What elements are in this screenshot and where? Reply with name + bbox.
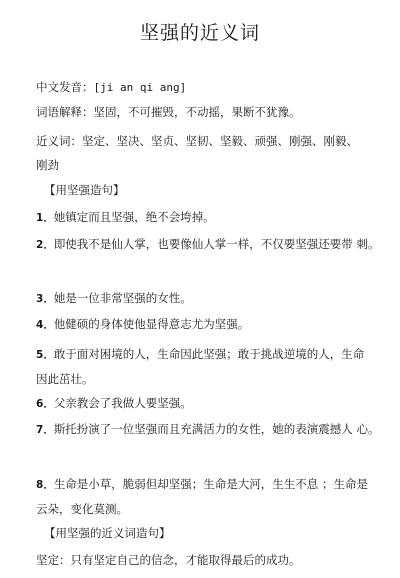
sentence-number: 4 — [36, 319, 44, 331]
sentence-text: 敢于面对困境的人，生命因此坚强；敢于挑战逆境的人，生命因此茁壮。 — [36, 347, 365, 386]
sentence-item: 2．即使我不是仙人掌，也要像仙人掌一样，不仅要坚强还要带 刺。 — [36, 237, 380, 251]
definition-value: 坚固，不可摧毁，不动摇，果断不犹豫。 — [93, 105, 301, 119]
page-title: 坚强的近义词 — [139, 22, 260, 44]
definition-line — [36, 104, 301, 120]
synonyms-line — [36, 129, 371, 177]
sentence-item: 3．她是一位非常坚强的女性。 — [36, 291, 192, 305]
definition-label: 词语解释： — [36, 105, 94, 119]
pronunciation-line — [36, 79, 186, 96]
sentence-text: 即使我不是仙人掌，也要像仙人掌一样，不仅要坚强还要带 刺。 — [53, 237, 380, 251]
synonyms-value: 坚定、坚决、坚贞、坚韧、坚毅、顽强、刚强、刚毅、 刚劲 — [36, 134, 358, 172]
sentence-text: 父亲教会了我做人要坚强。 — [53, 396, 192, 410]
synonym-sentence-text: 只有坚定自己的信念，才能取得最后的成功。 — [70, 553, 301, 567]
synonym-sentence-item — [36, 552, 301, 568]
sentence-item: 6．父亲教会了我做人要坚强。 — [36, 396, 192, 410]
sentence-number: 8 — [36, 479, 44, 491]
sentence-item: 7．斯托扮演了一位坚强而且充满活力的女性，她的表演震撼人 心。 — [36, 422, 380, 436]
sentence-item: 8．生命是小草，脆弱但却坚强；生命是大河，生生不息 ；生命是云朵，变化莫测。 — [36, 477, 368, 516]
sentence-item: 1．她镇定而且坚强，绝不会垮掉。 — [36, 210, 215, 224]
sentence-text: 她镇定而且坚强，绝不会垮掉。 — [53, 210, 215, 224]
sentence-number: 6 — [36, 398, 44, 410]
pronunciation-label: 中文发音： — [36, 80, 94, 94]
section-heading-example-sentences: 【用坚强造句】 — [44, 183, 125, 197]
sentence-item: 4．他健硕的身体使他显得意志尤为坚强。 — [36, 317, 250, 331]
pronunciation-value: [ji an qi ang] — [93, 81, 187, 94]
section-heading-synonym-sentences: 【用坚强的近义词造句】 — [44, 526, 171, 540]
sentence-item: 5．敢于面对困境的人，生命因此坚强；敢于挑战逆境的人，生命因此茁壮。 — [36, 347, 365, 386]
sentence-text: 斯托扮演了一位坚强而且充满活力的女性，她的表演震撼人 心。 — [53, 422, 380, 436]
sentence-number: 3 — [36, 293, 44, 305]
sentence-number: 5 — [36, 349, 44, 361]
sentence-number: 1 — [36, 212, 44, 224]
sentence-text: 她是一位非常坚强的女性。 — [53, 291, 192, 305]
sentence-number: 7 — [36, 424, 44, 436]
sentence-text: 生命是小草，脆弱但却坚强；生命是大河，生生不息 ；生命是云朵，变化莫测。 — [36, 477, 368, 516]
sentence-number: 2 — [36, 239, 44, 251]
sentence-text: 他健硕的身体使他显得意志尤为坚强。 — [53, 317, 250, 331]
synonym-word: 坚定： — [36, 553, 71, 567]
synonyms-label: 近义词： — [36, 134, 82, 148]
